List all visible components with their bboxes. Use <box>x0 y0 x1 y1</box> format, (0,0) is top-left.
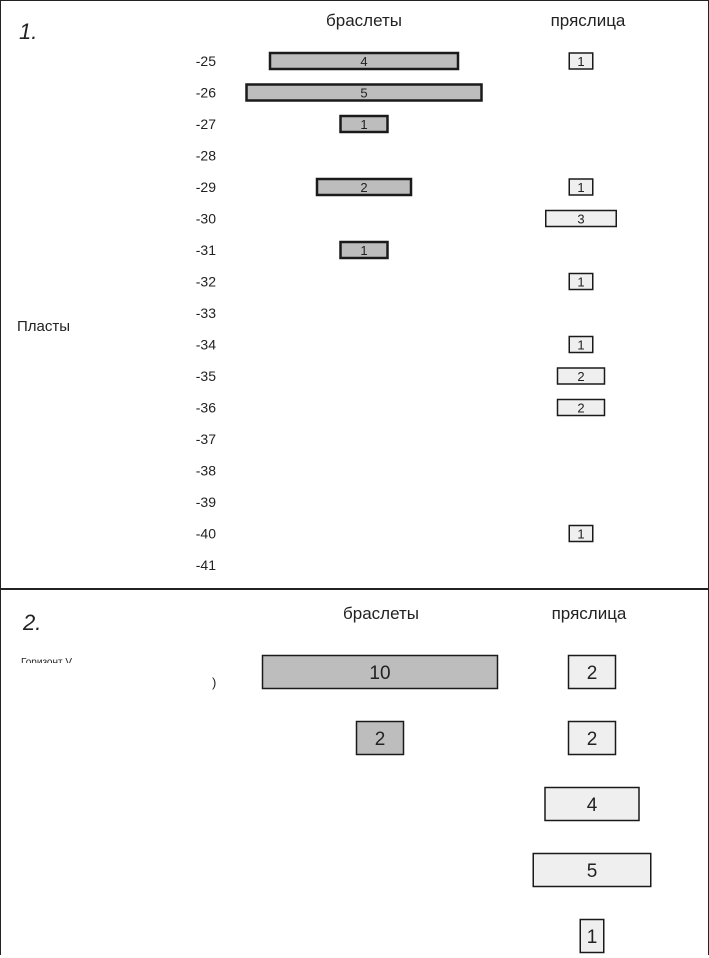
y-tick-label: -30 <box>195 210 216 227</box>
bar-value-label: 1 <box>577 337 585 353</box>
bar-value-label: 2 <box>577 369 585 384</box>
bar-value-label: 10 <box>369 663 391 684</box>
bar-value-label: 2 <box>586 729 598 750</box>
panel-number: 1. <box>19 19 38 44</box>
y-axis-label: Пласты <box>17 318 71 335</box>
panel-number: 2. <box>23 610 42 635</box>
bar-value-label: 2 <box>360 180 368 195</box>
y-tick-label: -35 <box>195 368 216 384</box>
y-tick-label: -39 <box>195 494 216 510</box>
bar-value-label: 4 <box>586 795 598 816</box>
column-header-bracelets: браслеты <box>326 11 402 30</box>
bar-value-label: 1 <box>360 243 368 258</box>
bar-value-label: 1 <box>586 927 598 948</box>
bar-value-label: 1 <box>360 117 368 132</box>
label-fragment: ) <box>212 675 217 690</box>
y-tick-label: -36 <box>195 399 216 416</box>
bar-value-label: 1 <box>577 54 585 69</box>
bar-value-label: 1 <box>577 526 585 542</box>
y-tick-label: -32 <box>195 273 216 290</box>
y-tick-label: -29 <box>195 179 216 195</box>
y-tick-label: -26 <box>195 84 216 101</box>
column-header-bracelets: браслеты <box>343 604 419 623</box>
y-tick-label: -38 <box>195 462 216 479</box>
bar-value-label: 1 <box>577 274 585 290</box>
column-header-spindle-whorls: пряслица <box>550 11 626 30</box>
y-tick-label: -25 <box>195 53 216 69</box>
y-tick-label: -27 <box>195 116 216 132</box>
y-tick-label: -33 <box>195 305 216 321</box>
y-tick-label: -34 <box>195 336 216 353</box>
chart-2-svg <box>1 590 708 955</box>
bar-value-label: 5 <box>360 85 368 101</box>
bar-value-label: 2 <box>577 400 585 416</box>
y-tick-label: -40 <box>195 525 216 542</box>
bar-value-label: 3 <box>577 211 585 227</box>
chart-panel-2 <box>0 588 709 955</box>
bar-value-label: 4 <box>360 54 368 69</box>
bar-value-label: 5 <box>586 861 598 882</box>
bar-value-label: 2 <box>374 729 386 750</box>
y-tick-label: -41 <box>195 557 216 573</box>
chart-1-svg <box>1 1 708 588</box>
bar-value-label: 2 <box>586 663 598 684</box>
column-header-spindle-whorls: пряслица <box>551 604 627 623</box>
y-tick-label: -37 <box>195 431 216 447</box>
y-tick-label: -28 <box>195 147 216 164</box>
bar-value-label: 1 <box>577 180 585 195</box>
y-tick-label: -31 <box>195 242 216 258</box>
